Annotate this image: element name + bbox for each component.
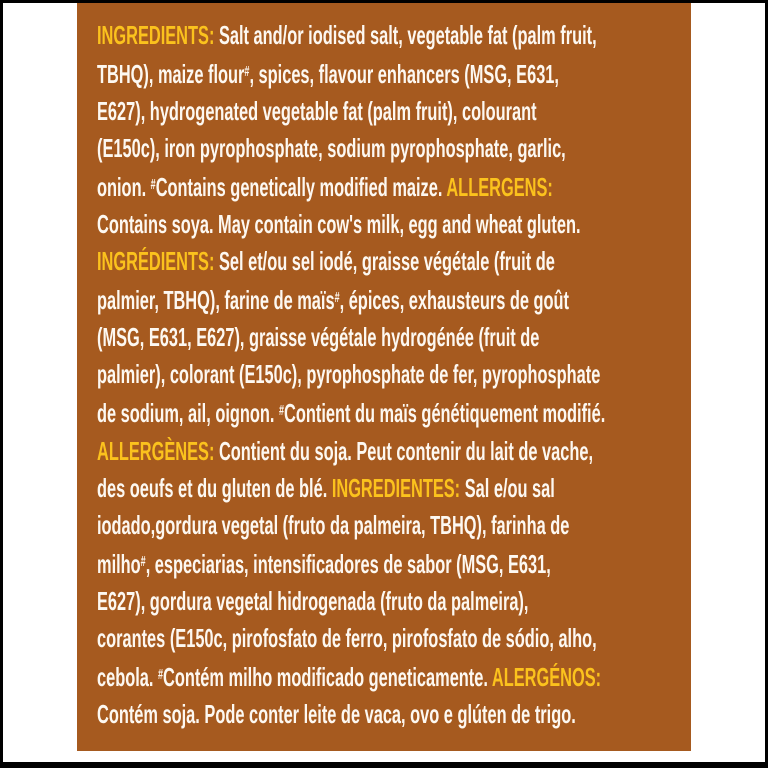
ingredients-text: cebola. <box>97 661 159 692</box>
ingredients-text: Sel et/ou sel iodé, graisse végétale (fruit de <box>218 246 555 277</box>
text-line-15 <box>97 544 551 583</box>
ingredients-text: milho <box>97 548 141 579</box>
text-line-19 <box>97 696 576 733</box>
ingredients-text: Contains genetically modified maize. <box>155 172 447 203</box>
section-header: INGREDIENTES: <box>331 472 465 503</box>
ingredients-text: Contient du maïs génétiquement modifié. <box>284 398 606 429</box>
footnote-hash-superscript: # <box>140 553 146 570</box>
footnote-hash-superscript: # <box>279 403 285 420</box>
section-header: ALLERGÈNES: <box>97 435 219 466</box>
ingredients-text: TBHQ), maize flour <box>97 59 245 90</box>
ingredients-text: Contient du soja. Peut contenir du lait de vache, <box>218 435 594 466</box>
text-line-8 <box>97 280 569 319</box>
ingredients-text: Sal e/ou sal <box>464 472 555 503</box>
text-line-11 <box>97 393 606 432</box>
ingredients-text: (E150c), iron pyrophosphate, sodium pyrophosphate, garlic, <box>97 133 566 164</box>
text-line-13 <box>97 470 555 507</box>
ingredients-text: onion. <box>97 172 151 203</box>
ingredients-text: (MSG, E631, E627), graisse végétale hydrogénée (fruit de <box>97 322 540 353</box>
text-line-10 <box>97 356 601 393</box>
ingredients-text: corantes (E150c, pirofosfato de ferro, pirofosfato de sódio, alho, <box>97 622 597 653</box>
text-line-5 <box>97 167 553 206</box>
ingredients-text: iodado,gordura vegetal (fruto da palmeira, TBHQ), farinha de <box>97 509 570 540</box>
ingredients-text-block <box>97 17 671 733</box>
ingredients-text: palmier, TBHQ), farine de maïs <box>97 285 335 316</box>
ingredients-text: Contains soya. May contain cow's milk, egg and wheat gluten. <box>97 209 581 240</box>
text-line-18 <box>97 657 602 696</box>
text-line-6 <box>97 206 581 243</box>
text-line-4 <box>97 130 566 167</box>
footnote-hash-superscript: # <box>158 666 164 683</box>
ingredients-text: Salt and/or iodised salt, vegetable fat (palm fruit, <box>218 20 597 50</box>
section-header: INGREDIENTS: <box>97 20 219 50</box>
text-line-14 <box>97 507 570 544</box>
ingredients-text: Contém milho modificado geneticamente. <box>163 661 492 692</box>
ingredients-text: des oeufs et du gluten de blé. <box>97 472 332 503</box>
section-header: ALERGÉNOS: <box>491 661 602 692</box>
text-line-2 <box>97 54 559 93</box>
text-line-17 <box>97 620 597 657</box>
ingredients-text: , épices, exhausteurs de goût <box>339 285 569 316</box>
ingredients-text: E627), gordura vegetal hidrogenada (fruto da palmeira), <box>97 585 529 616</box>
footnote-hash-superscript: # <box>150 177 156 194</box>
text-line-7 <box>97 243 555 280</box>
text-line-12 <box>97 433 594 470</box>
section-header: ALLERGENS: <box>446 172 553 203</box>
ingredients-text: Contém soja. Pode conter leite de vaca, ovo e glúten de trigo. <box>97 698 576 729</box>
text-line-3 <box>97 93 537 130</box>
ingredients-text: , especiarias, intensificadores de sabor (MSG, E631, <box>145 548 551 579</box>
ingredients-text: , spices, flavour enhancers (MSG, E631, <box>249 59 559 90</box>
footnote-hash-superscript: # <box>334 290 340 307</box>
ingredients-text: palmier), colorant (E150c), pyrophosphate de fer, pyrophosphate <box>97 359 601 390</box>
footnote-hash-superscript: # <box>244 64 250 80</box>
section-header: INGRÉDIENTS: <box>97 246 219 277</box>
ingredients-label-panel <box>77 3 691 751</box>
text-line-1 <box>97 17 597 54</box>
text-line-16 <box>97 583 529 620</box>
ingredients-text: de sodium, ail, oignon. <box>97 398 280 429</box>
ingredients-text: E627), hydrogenated vegetable fat (palm fruit), colourant <box>97 96 537 127</box>
text-line-9 <box>97 319 540 356</box>
